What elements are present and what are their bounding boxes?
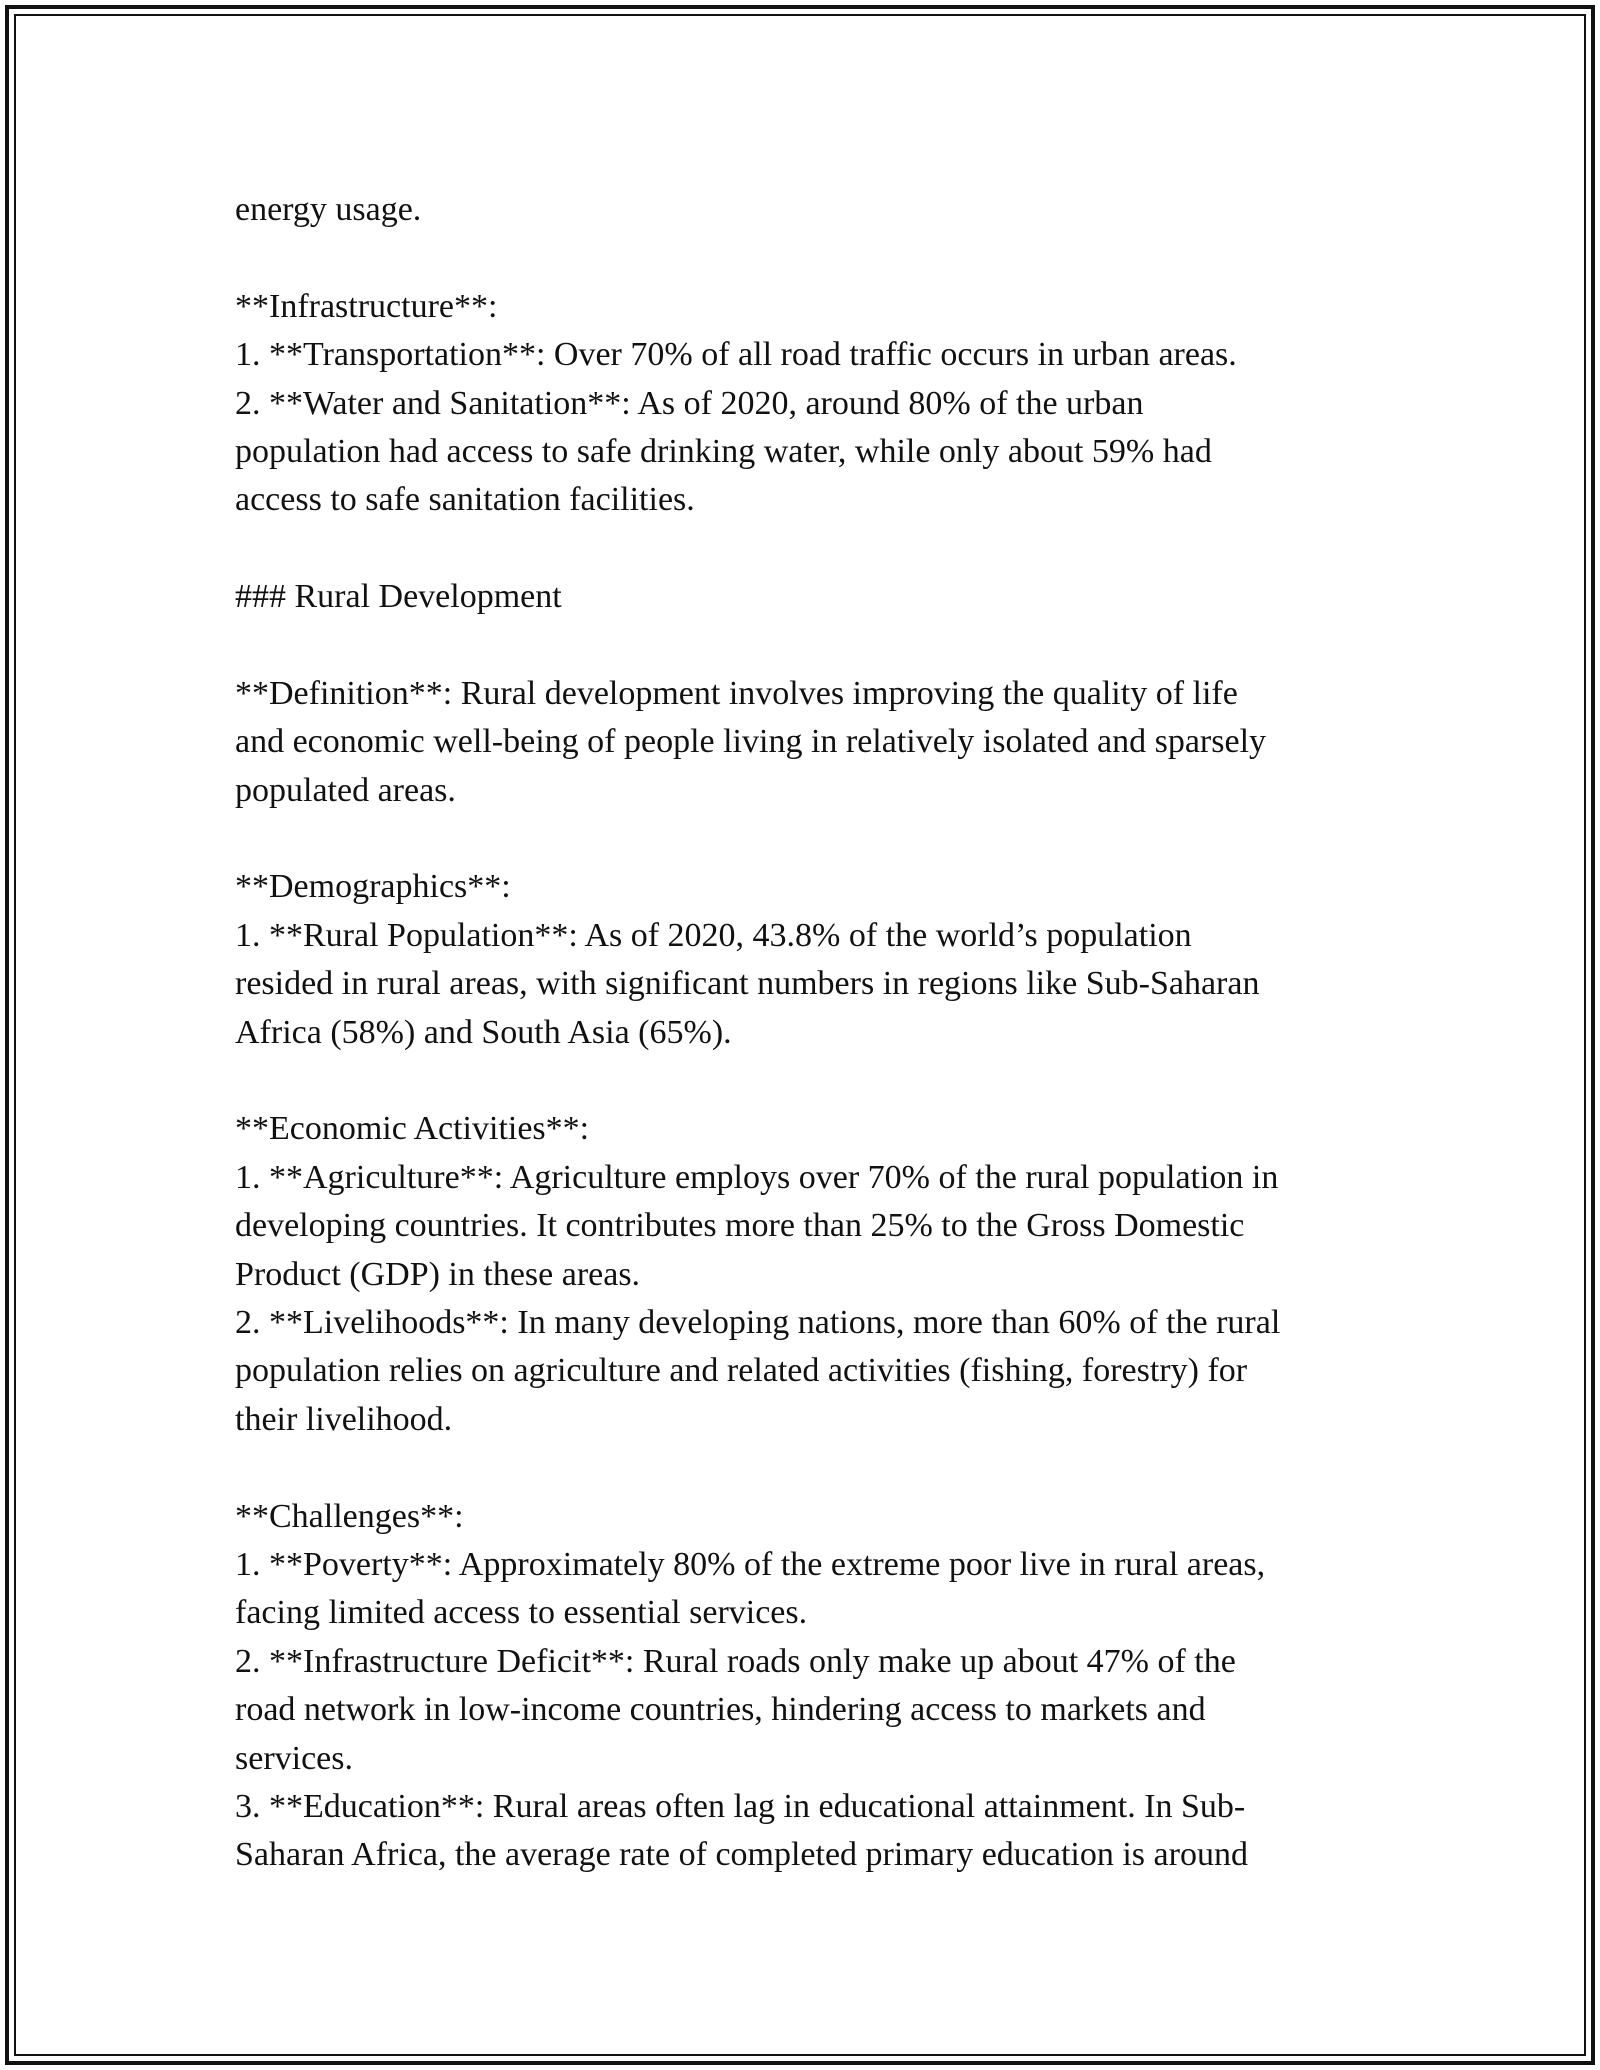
text-line: developing countries. It contributes more than 25% to the Gross Domestic xyxy=(235,1207,1245,1245)
text-line: Product (GDP) in these areas. xyxy=(235,1255,641,1293)
text-line: 1. **Poverty**: Approximately 80% of the extreme poor live in rural areas, xyxy=(235,1545,1266,1583)
section-heading xyxy=(235,573,1385,621)
paragraph xyxy=(235,1493,1385,1880)
paragraph-gap xyxy=(235,622,1385,670)
paragraph xyxy=(235,1105,1385,1444)
paragraph xyxy=(235,670,1385,815)
text-line: 1. **Transportation**: Over 70% of all road traffic occurs in urban areas. xyxy=(235,336,1237,374)
paragraph xyxy=(235,186,1385,234)
text-line: **Challenges**: xyxy=(235,1497,464,1535)
text-line: 1. **Agriculture**: Agriculture employs over 70% of the rural population in xyxy=(235,1158,1279,1196)
text-line: populated areas. xyxy=(235,771,456,809)
text-line: 2. **Water and Sanitation**: As of 2020, around 80% of the urban xyxy=(235,384,1144,422)
document-body xyxy=(235,186,1385,1880)
paragraph-gap xyxy=(235,234,1385,282)
paragraph-gap xyxy=(235,1444,1385,1492)
text-line: population relies on agriculture and related activities (fishing, forestry) for xyxy=(235,1352,1248,1390)
text-line: ### Rural Development xyxy=(235,578,562,616)
text-line: Africa (58%) and South Asia (65%). xyxy=(235,1013,732,1051)
text-line: **Economic Activities**: xyxy=(235,1110,590,1148)
text-line: services. xyxy=(235,1739,354,1777)
text-line: resided in rural areas, with significant numbers in regions like Sub-Saharan xyxy=(235,965,1260,1003)
text-line: Saharan Africa, the average rate of completed primary education is around xyxy=(235,1836,1248,1874)
text-line: 1. **Rural Population**: As of 2020, 43.8% of the world’s population xyxy=(235,916,1192,954)
text-line: road network in low-income countries, hindering access to markets and xyxy=(235,1691,1206,1729)
text-line: **Demographics**: xyxy=(235,868,511,906)
text-line: 2. **Livelihoods**: In many developing nations, more than 60% of the rural xyxy=(235,1303,1281,1341)
text-line: access to safe sanitation facilities. xyxy=(235,481,695,519)
text-line: population had access to safe drinking water, while only about 59% had xyxy=(235,432,1212,470)
paragraph xyxy=(235,863,1385,1057)
paragraph xyxy=(235,283,1385,525)
paragraph-gap xyxy=(235,1057,1385,1105)
paragraph-gap xyxy=(235,815,1385,863)
text-line: 2. **Infrastructure Deficit**: Rural roads only make up about 47% of the xyxy=(235,1642,1236,1680)
text-line: and economic well-being of people living in relatively isolated and sparsely xyxy=(235,723,1267,761)
text-line: **Definition**: Rural development involves improving the quality of life xyxy=(235,674,1238,712)
text-line: 3. **Education**: Rural areas often lag in educational attainment. In Sub- xyxy=(235,1787,1246,1825)
text-line: **Infrastructure**: xyxy=(235,287,498,325)
text-line: energy usage. xyxy=(235,191,422,228)
text-line: facing limited access to essential services. xyxy=(235,1594,808,1632)
text-line: their livelihood. xyxy=(235,1400,453,1438)
paragraph-gap xyxy=(235,525,1385,573)
